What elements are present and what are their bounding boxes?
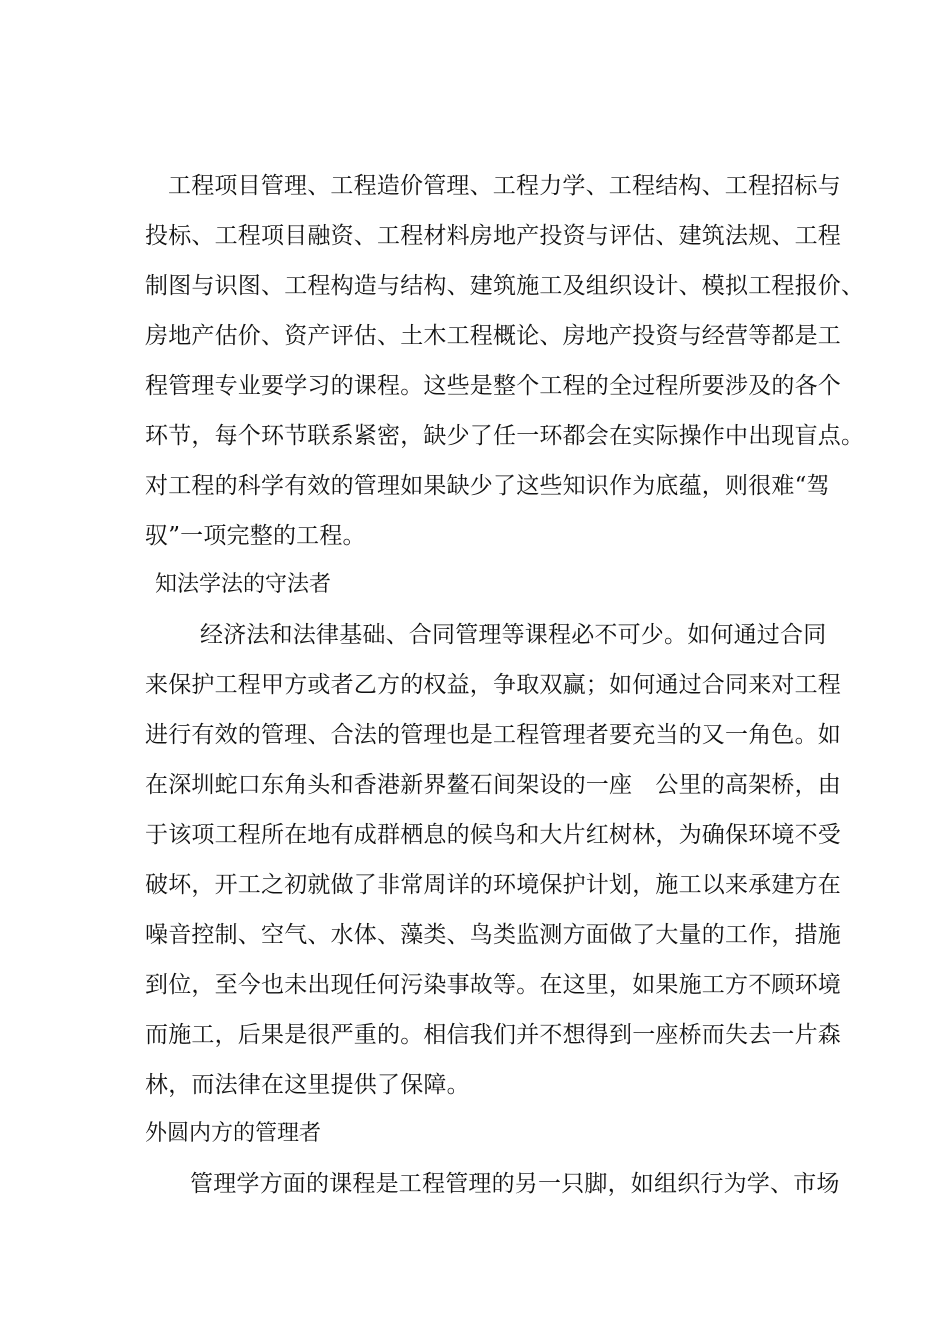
paragraph-line: 投标、工程项目融资、工程材料房地产投资与评估、建筑法规、工程	[145, 223, 841, 249]
paragraph-line: 程管理专业要学习的课程。这些是整个工程的全过程所要涉及的各个	[145, 373, 841, 399]
paragraph-line: 管理学方面的课程是工程管理的另一只脚，如组织行为学、市场	[190, 1171, 840, 1197]
paragraph-line: 工程项目管理、工程造价管理、工程力学、工程结构、工程招标与	[168, 173, 841, 199]
section-heading: 知法学法的守法者	[155, 572, 332, 597]
paragraph-line: 制图与识图、工程构造与结构、建筑施工及组织设计、模拟工程报价、	[145, 273, 865, 299]
paragraph-line: 林，而法律在这里提供了保障。	[145, 1072, 470, 1098]
paragraph-line: 来保护工程甲方或者乙方的权益，争取双赢；如何通过合同来对工程	[145, 672, 841, 698]
paragraph-line: 于该项工程所在地有成群栖息的候鸟和大片红树林，为确保环境不受	[145, 822, 841, 848]
paragraph-line: 噪音控制、空气、水体、藻类、鸟类监测方面做了大量的工作，措施	[145, 922, 841, 948]
paragraph-line: 在深圳蛇口东角头和香港新界鳌石间架设的一座 公里的高架桥，由	[145, 772, 841, 798]
paragraph-line: 破坏，开工之初就做了非常周详的环境保护计划，施工以来承建方在	[145, 872, 841, 898]
paragraph-line: 环节，每个环节联系紧密，缺少了任一环都会在实际操作中出现盲点。	[145, 423, 865, 449]
paragraph-line: 房地产估价、资产评估、土木工程概论、房地产投资与经营等都是工	[145, 323, 841, 349]
section-heading: 外圆内方的管理者	[145, 1121, 322, 1146]
paragraph-line: 而施工，后果是很严重的。相信我们并不想得到一座桥而失去一片森	[145, 1022, 841, 1048]
paragraph-line: 经济法和法律基础、合同管理等课程必不可少。如何通过合同	[200, 622, 827, 648]
paragraph-line: 进行有效的管理、合法的管理也是工程管理者要充当的又一角色。如	[145, 722, 841, 748]
paragraph-line: 对工程的科学有效的管理如果缺少了这些知识作为底蕴，则很难“驾	[145, 473, 830, 499]
paragraph-line: 驭”一项完整的工程。	[145, 523, 366, 549]
paragraph-line: 到位，至今也未出现任何污染事故等。在这里，如果施工方不顾环境	[145, 972, 841, 998]
